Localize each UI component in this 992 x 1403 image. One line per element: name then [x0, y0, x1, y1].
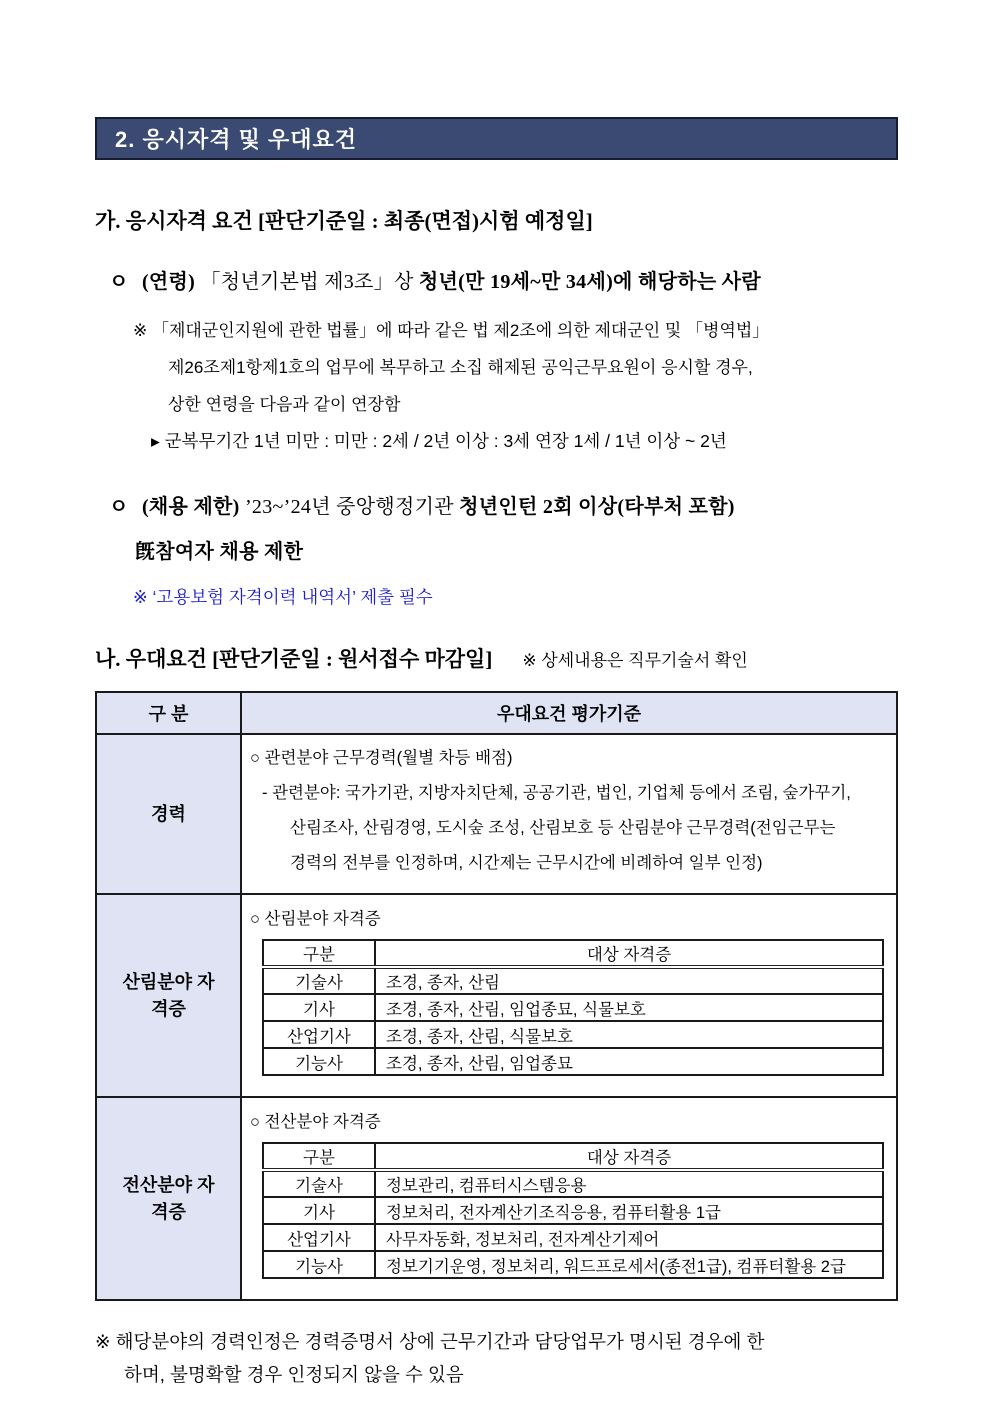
- age-requirement-line: [109, 265, 898, 294]
- age-label: (연령): [141, 271, 196, 293]
- restriction-label: (채용 제한): [141, 496, 240, 518]
- certs-cell: 사무자동화, 정보처리, 전자계산기제어: [375, 1224, 883, 1251]
- restriction-period-text: ’23~’24년 중앙행정기관: [244, 496, 454, 518]
- page-content: [95, 0, 898, 1391]
- table-row: [263, 1251, 883, 1278]
- inner-header-row: [263, 940, 883, 967]
- hiring-restriction-line2: 旣참여자 채용 제한: [135, 541, 304, 563]
- hiring-restriction-line: [109, 490, 898, 519]
- age-law-reference: 「청년기본법 제3조」상: [200, 271, 414, 293]
- career-line: 산림조사, 산림경영, 도시숲 조성, 산림보호 등 산림분야 근무경력(전임근무는: [290, 819, 836, 837]
- table-row: [263, 1197, 883, 1224]
- inner-col-certs: 대상 자격증: [375, 1143, 883, 1170]
- table-row-it-certs: [96, 1097, 897, 1300]
- it-cert-intro: ○ 전산분야 자격증: [250, 1113, 381, 1131]
- category-label: 경력: [151, 803, 186, 824]
- footnote-line: 하며, 불명확할 경우 인정되지 않을 수 있음: [124, 1364, 464, 1385]
- it-cert-table: [262, 1142, 884, 1279]
- inner-col-grade: 구분: [263, 940, 375, 967]
- circle-bullet-marker: ㅇ: [109, 496, 129, 518]
- forest-criteria-cell: [241, 894, 897, 1097]
- career-line: - 관련분야: 국가기관, 지방자치단체, 공공기관, 법인, 기업체 등에서 조림, 숲가꾸기,: [262, 784, 851, 802]
- table-row: [263, 1048, 883, 1075]
- preference-criteria-table: [95, 691, 898, 1301]
- inner-col-certs: 대상 자격증: [375, 940, 883, 967]
- grade-cell: 산업기사: [263, 1224, 375, 1251]
- certs-cell: 조경, 종자, 산림: [375, 967, 883, 994]
- category-label: 전산분야 자격증: [122, 1174, 215, 1222]
- table-row: [263, 1170, 883, 1197]
- forest-cert-table: [262, 939, 884, 1076]
- grade-cell: 기사: [263, 1197, 375, 1224]
- table-row: [263, 1224, 883, 1251]
- inner-header-row: [263, 1143, 883, 1170]
- section-title-bar: [95, 117, 898, 160]
- job-description-note: ※ 상세내용은 직무기술서 확인: [522, 651, 748, 670]
- inner-col-grade: 구분: [263, 1143, 375, 1170]
- table-row: [263, 1021, 883, 1048]
- career-recognition-footnote: [95, 1325, 898, 1391]
- employment-insurance-note: ※ ‘고용보험 자격이력 내역서’ 제출 필수: [133, 587, 433, 607]
- table-header-row: [96, 692, 897, 734]
- certs-cell: 정보처리, 전자계산기조직응용, 컴퓨터활용 1급: [375, 1197, 883, 1224]
- grade-cell: 산업기사: [263, 1021, 375, 1048]
- table-row-career: [96, 734, 897, 894]
- veteran-note-line: 상한 연령을 다음과 같이 연장함: [168, 395, 401, 414]
- grade-cell: 기술사: [263, 1170, 375, 1197]
- career-line: 경력의 전부를 인정하며, 시간제는 근무시간에 비례하여 일부 인정): [290, 854, 763, 872]
- veteran-note-line: 제26조제1항제1호의 업무에 복무하고 소집 해제된 공익근무요원이 응시할 경우,: [168, 358, 753, 377]
- category-cell-forest: [96, 894, 241, 1097]
- career-line: ○ 관련분야 근무경력(월별 차등 배점): [250, 749, 513, 767]
- certs-cell: 정보관리, 컴퓨터시스템응용: [375, 1170, 883, 1197]
- veteran-note-block: [133, 312, 898, 423]
- heading-preference-row: [95, 643, 898, 673]
- heading-preference: 나. 우대요건 [판단기준일 : 원서접수 마감일]: [95, 647, 493, 671]
- circle-bullet-marker: ㅇ: [109, 271, 129, 293]
- table-row: [263, 967, 883, 994]
- col-header-category: 구 분: [96, 692, 241, 734]
- category-label: 산림분야 자격증: [122, 971, 215, 1019]
- heading-eligibility: 가. 응시자격 요건 [판단기준일 : 최종(면접)시험 예정일]: [95, 209, 593, 233]
- grade-cell: 기능사: [263, 1251, 375, 1278]
- forest-cert-intro: ○ 산림분야 자격증: [250, 910, 381, 928]
- certs-cell: 조경, 종자, 산림, 임업종묘, 식물보호: [375, 994, 883, 1021]
- age-range-text: 청년(만 19세~만 34세)에 해당하는 사람: [418, 271, 761, 293]
- career-criteria-cell: [241, 734, 897, 894]
- grade-cell: 기능사: [263, 1048, 375, 1075]
- category-cell-it: [96, 1097, 241, 1300]
- certs-cell: 조경, 종자, 산림, 임업종묘: [375, 1048, 883, 1075]
- footnote-line: ※ 해당분야의 경력인정은 경력증명서 상에 근무기간과 담당업무가 명시된 경우에 한: [95, 1331, 765, 1352]
- restriction-intern-text: 청년인턴 2회 이상(타부처 포함): [459, 496, 735, 518]
- certs-cell: 정보기기운영, 정보처리, 워드프로세서(종전1급), 컴퓨터활용 2급: [375, 1251, 883, 1278]
- category-cell-career: [96, 734, 241, 894]
- table-row-forest-certs: [96, 894, 897, 1097]
- section-title: 2. 응시자격 및 우대요건: [115, 127, 357, 152]
- grade-cell: 기술사: [263, 967, 375, 994]
- certs-cell: 조경, 종자, 산림, 식물보호: [375, 1021, 883, 1048]
- service-period-extension-line: ▸ 군복무기간 1년 미만 : 미만 : 2세 / 2년 이상 : 3세 연장 1세 / 1년 이상 ~ 2년: [151, 431, 727, 451]
- col-header-criteria: 우대요건 평가기준: [241, 692, 897, 734]
- table-row: [263, 994, 883, 1021]
- grade-cell: 기사: [263, 994, 375, 1021]
- veteran-note-line: ※ 「제대군인지원에 관한 법률」에 따라 같은 법 제2조에 의한 제대군인 및 「병역법」: [133, 321, 770, 340]
- it-criteria-cell: [241, 1097, 897, 1300]
